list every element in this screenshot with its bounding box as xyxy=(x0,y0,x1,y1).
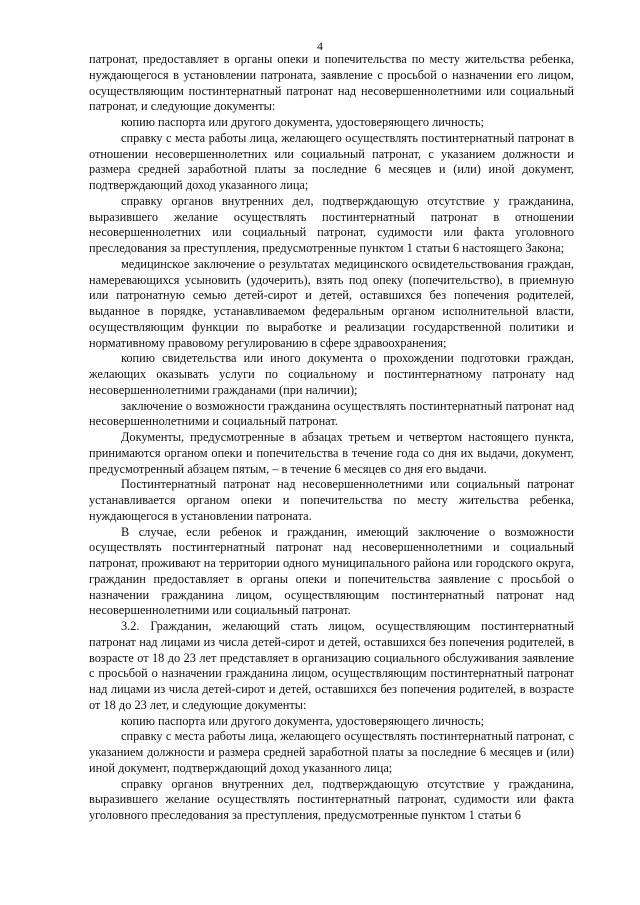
document-body xyxy=(89,52,574,824)
paragraph-list-item: справку органов внутренних дел, подтверждающую отсутствие у гражданина, выразившего желание осуществлять постинтернатный патронат, судимости или факта уголовного преследования за преступления, предусмотренные пунктом 1 статьи 6 xyxy=(89,776,574,822)
paragraph: Постинтернатный патронат над несовершеннолетними или социальный патронат устанавливается органом опеки и попечительства по месту жительства ребенка, нуждающегося в установлении патроната. xyxy=(89,477,574,523)
paragraph-continuation: патронат, предоставляет в органы опеки и попечительства по месту жительства ребенка, нуждающегося в установлении патроната, заявление с просьбой о назначении его лицом, осуществляющим постинтернатный патронат над несовершеннолетними или социальный патронат, и следующие документы: xyxy=(89,52,574,114)
paragraph-list-item: заключение о возможности гражданина осуществлять постинтернатный патронат над несовершеннолетними и социальный патронат. xyxy=(89,398,574,429)
paragraph-section-3-2: 3.2. Гражданин, желающий стать лицом, осуществляющим постинтернатный патронат над лицами из числа детей-сирот и детей, оставшихся без попечения родителей, в возрасте от 18 до 23 лет представляет в организацию социального обслуживания заявление с просьбой о назначении гражданина лицом, осуществляющим постинтернатный патронат над лицами из числа детей-сирот и детей, оставшихся без попечения родителей, в возрасте от 18 до 23 лет, и следующие документы: xyxy=(89,619,574,712)
paragraph: Документы, предусмотренные в абзацах третьем и четвертом настоящего пункта, принимаются органом опеки и попечительства в течение года со дня их выдачи, документ, предусмотренный абзацем пятым, – в течение 6 месяцев со дня его выдачи. xyxy=(89,430,574,476)
paragraph-list-item: медицинское заключение о результатах медицинского освидетельствования граждан, намеревающихся усыновить (удочерить), взять под опеку (попечительство), в приемную или патронатную семью детей-сирот и детей, оставшихся без попечения родителей, выданное в порядке, устанавливаемом федеральным органом исполнительной власти, осуществляющим функции по выработке и реализации государственной политики и нормативному правовому регулированию в сфере здравоохранения; xyxy=(89,256,574,350)
paragraph-list-item: справку с места работы лица, желающего осуществлять постинтернатный патронат в отношении несовершеннолетних или социальный патронат, с указанием должности и размера средней заработной платы за последние 6 месяцев и (или) иной документ, подтверждающий доход указанного лица; xyxy=(89,130,574,192)
paragraph-list-item: копию паспорта или другого документа, удостоверяющего личность; xyxy=(121,115,485,129)
paragraph-list-item: копию паспорта или другого документа, удостоверяющего личность; xyxy=(121,713,485,728)
paragraph-list-item: справку с места работы лица, желающего осуществлять постинтернатный патронат, с указанием должности и размера средней заработной платы за последние 6 месяцев и (или) иной документ, подтверждающий доход указанного лица; xyxy=(89,729,574,775)
paragraph-list-item: справку органов внутренних дел, подтверждающую отсутствие у гражданина, выразившего желание осуществлять постинтернатный патронат в отношении несовершеннолетних или социальный патронат, судимости или факта уголовного преследования за преступления, предусмотренные пунктом 1 статьи 6 настоящего Закона; xyxy=(89,193,574,255)
page-number: 4 xyxy=(317,39,323,53)
paragraph: В случае, если ребенок и гражданин, имеющий заключение о возможности осуществлять постинтернатный патронат над несовершеннолетними и социальный патронат, проживают на территории одного муниципального района или городского округа, гражданин предоставляет в органы опеки и попечительства заявление с просьбой о назначении гражданина лицом, осуществляющим постинтернатный патронат над несовершеннолетними или социальный патронат. xyxy=(89,524,574,618)
paragraph-list-item: копию свидетельства или иного документа о прохождении подготовки граждан, желающих оказывать услуги по социальному и постинтернатному патронату над несовершеннолетними гражданами (при наличии); xyxy=(89,351,574,397)
